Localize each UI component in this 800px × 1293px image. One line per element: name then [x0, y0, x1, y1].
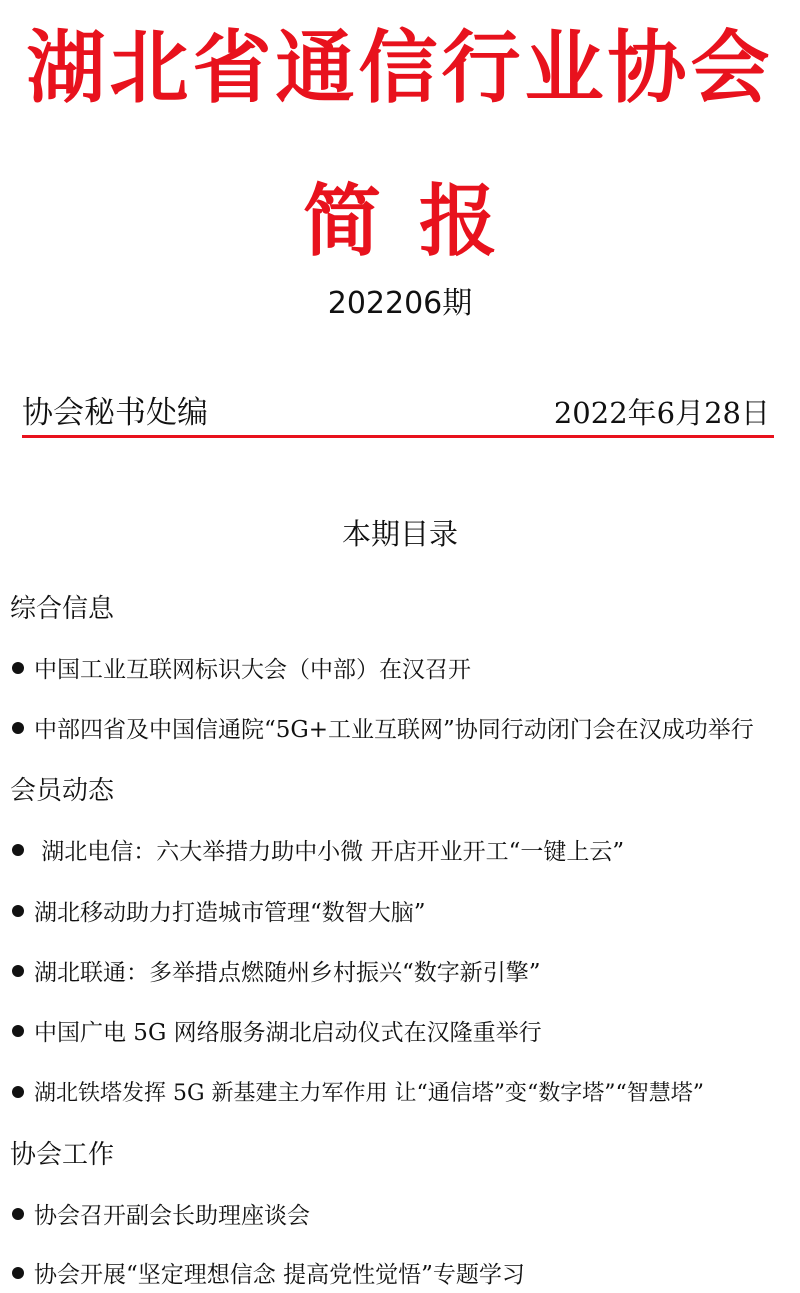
toc-title: 本期目录 [341, 517, 458, 551]
issue-number: 202206期 [327, 286, 473, 321]
toc-item[interactable] [12, 895, 426, 930]
toc-item-label: 湖北移动助力打造城市管理“数智大脑” [34, 900, 426, 926]
toc-item-label: 中部四省及中国信通院“5G+工业互联网”协同行动闭门会在汉成功举行 [34, 717, 754, 743]
editor-label: 协会秘书处编 [22, 395, 208, 431]
masthead-title: 湖北省通信行业协会 [26, 22, 774, 114]
toc-item[interactable] [12, 1015, 542, 1050]
bullet-icon [12, 1208, 24, 1220]
issue-date: 2022年6月28日 [553, 396, 770, 430]
toc-item-label: 中国工业互联网标识大会（中部）在汉召开 [34, 657, 471, 683]
section-heading-member-news: 会员动态 [10, 776, 115, 806]
bullet-icon [12, 722, 24, 734]
toc-item-label: 湖北铁塔发挥 5G 新基建主力军作用 让“通信塔”变“数字塔”“智慧塔” [34, 1081, 705, 1106]
section-heading-association-work: 协会工作 [10, 1140, 115, 1170]
bullet-icon [12, 1086, 24, 1098]
header-rule [22, 435, 774, 438]
section-heading-general-info: 综合信息 [10, 594, 115, 624]
toc-item-label: 湖北电信：六大举措力助中小微 开店开业开工“一键上云” [34, 839, 625, 865]
toc-item-label: 协会开展“坚定理想信念 提高党性觉悟”专题学习 [34, 1262, 525, 1288]
bullet-icon [12, 844, 24, 856]
bulletin-title: 简报 [302, 176, 535, 267]
bullet-icon [12, 965, 24, 977]
bullet-icon [12, 662, 24, 674]
bullet-icon [12, 1267, 24, 1279]
bullet-icon [12, 1025, 24, 1037]
toc-item[interactable] [12, 834, 624, 869]
toc-item-label: 湖北联通：多举措点燃随州乡村振兴“数字新引擎” [34, 960, 541, 986]
toc-item[interactable] [12, 955, 541, 990]
toc-item[interactable] [12, 1257, 525, 1292]
bullet-icon [12, 905, 24, 917]
toc-item[interactable] [12, 652, 471, 687]
toc-item[interactable] [12, 1076, 704, 1111]
toc-item-label: 中国广电 5G 网络服务湖北启动仪式在汉隆重举行 [34, 1020, 542, 1046]
toc-item[interactable] [12, 1198, 310, 1233]
toc-item-label: 协会召开副会长助理座谈会 [34, 1203, 310, 1229]
toc-item[interactable] [12, 712, 754, 747]
